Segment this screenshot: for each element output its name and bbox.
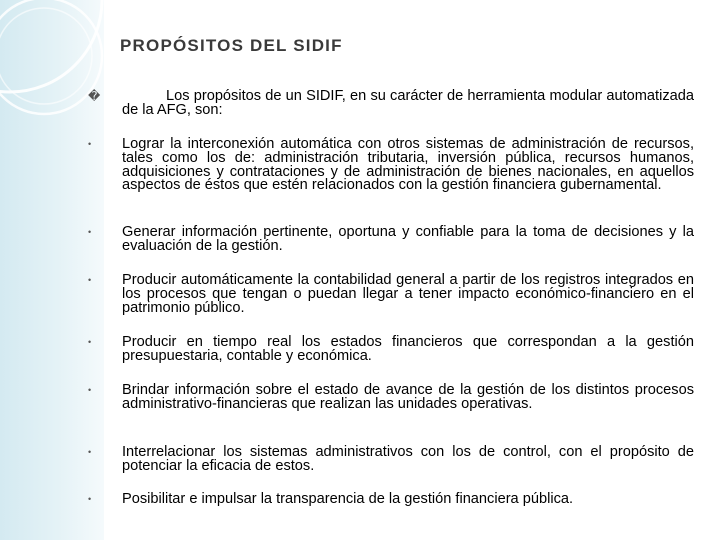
list-item-text: Producir en tiempo real los estados financieros que correspondan a la gestión presupuestaria, contable y económica. (122, 334, 694, 364)
bullet-icon: • (88, 385, 92, 395)
bullet-icon: • (88, 447, 92, 457)
bullet-icon: • (88, 275, 92, 285)
list-item (88, 384, 694, 412)
list-item (88, 138, 694, 193)
list-item-text: Lograr la interconexión automática con otros sistemas de administración de recursos, tales como los de: administración tributaria, inversión pública, recursos humanos, adquisiciones y contrataciones y de administración de bienes nacionales, en aquellos aspectos de éstos que estén relacionados con la gestión financiera gubernamental. (122, 136, 694, 194)
list-item-text: Interrelacionar los sistemas administrativos con los de control, con el propósito de potenciar la eficacia de estos. (122, 444, 694, 474)
list-item (88, 493, 694, 507)
bullet-icon: • (88, 227, 92, 237)
list-item-text: Producir automáticamente la contabilidad general a partir de los registros integrados en los procesos que tengan o puedan llegar a tener impacto económico-financiero en el patrimonio público. (122, 272, 694, 316)
list-item (88, 446, 694, 474)
list-item-text: Brindar información sobre el estado de avance de la gestión de los distintos procesos administrativo-financieras que realizan las unidades operativas. (122, 382, 694, 412)
page-title: PROPÓSITOS DEL SIDIF (120, 36, 343, 55)
list-item (88, 226, 694, 254)
missing-glyph-bullet: � (88, 89, 101, 103)
list-item-text: Generar información pertinente, oportuna y confiable para la toma de decisiones y la evaluación de la gestión. (122, 224, 694, 254)
list-item (88, 336, 694, 364)
bullet-icon: • (88, 494, 92, 504)
list-item (88, 274, 694, 315)
intro-text: Los propósitos de un SIDIF, en su carácter de herramienta modular automatizada de la AFG, son: (122, 88, 694, 118)
list-item-intro (88, 90, 694, 118)
list-item-text: Posibilitar e impulsar la transparencia de la gestión financiera pública. (122, 491, 574, 507)
bullet-icon: • (88, 139, 92, 149)
bullet-icon: • (88, 337, 92, 347)
